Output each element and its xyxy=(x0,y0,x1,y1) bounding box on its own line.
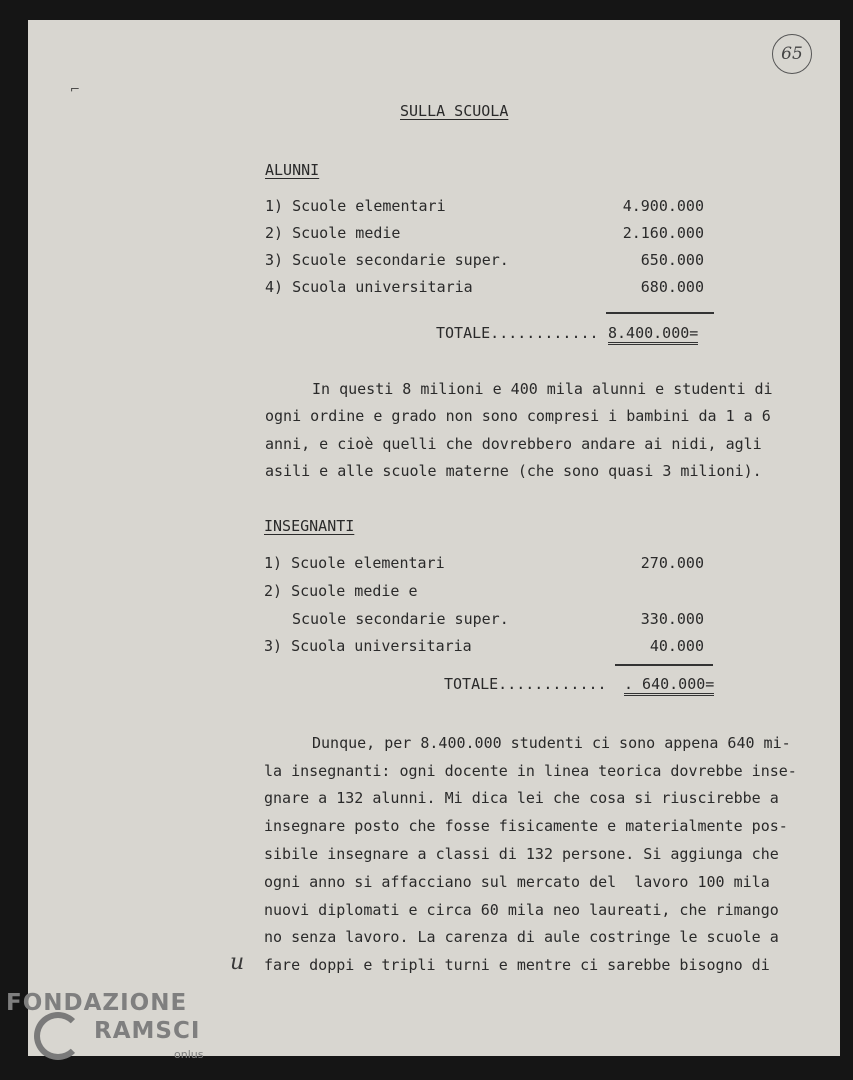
paragraph-line: la insegnanti: ogni docente in linea teorica dovrebbe inse- xyxy=(264,762,797,780)
alunni-total-label: TOTALE............ xyxy=(436,324,599,342)
insegnanti-row-label: Scuole secondarie super. xyxy=(292,610,509,628)
watermark-line2: RAMSCI xyxy=(94,1018,201,1044)
paragraph-line: nuovi diplomati e circa 60 mila neo laureati, che rimango xyxy=(264,901,779,919)
alunni-row-value: 650.000 xyxy=(640,251,704,269)
watermark-line3: onlus xyxy=(174,1048,204,1061)
insegnanti-heading: INSEGNANTI xyxy=(264,517,355,535)
insegnanti-row-label: 3) Scuola universitaria xyxy=(264,637,472,655)
insegnanti-row-value: 330.000 xyxy=(640,610,704,628)
alunni-row-label: 4) Scuola universitaria xyxy=(265,278,473,296)
paragraph-line: ogni ordine e grado non sono compresi i bambini da 1 a 6 xyxy=(265,407,771,425)
pencil-mark: ⌐ xyxy=(70,82,81,96)
insegnanti-row-value: 40.000 xyxy=(649,637,704,655)
insegnanti-row-label: 1) Scuole elementari xyxy=(264,554,445,572)
page-number: 65 xyxy=(772,34,812,74)
insegnanti-total-value: . 640.000= xyxy=(624,675,714,696)
alunni-row-label: 2) Scuole medie xyxy=(265,224,401,242)
paragraph-line: gnare a 132 alunni. Mi dica lei che cosa si riuscirebbe a xyxy=(264,789,779,807)
paragraph-line: fare doppi e tripli turni e mentre ci sarebbe bisogno di xyxy=(264,956,770,974)
document-title: SULLA SCUOLA xyxy=(400,102,509,120)
paragraph-line: ogni anno si affacciano sul mercato del lavoro 100 mila xyxy=(264,873,770,891)
insegnanti-row-label: 2) Scuole medie e xyxy=(264,582,418,600)
margin-handwritten-mark: u xyxy=(230,950,245,975)
alunni-row-value: 680.000 xyxy=(640,278,704,296)
alunni-row-value: 2.160.000 xyxy=(622,224,704,242)
insegnanti-total-label: TOTALE............ xyxy=(444,675,607,693)
paragraph-line: insegnare posto che fosse fisicamente e materialmente pos- xyxy=(264,817,788,835)
paragraph-line: anni, e cioè quelli che dovrebbero andare ai nidi, agli xyxy=(265,435,762,453)
sum-rule xyxy=(606,312,714,314)
paragraph-line: asili e alle scuole materne (che sono quasi 3 milioni). xyxy=(265,462,762,480)
watermark-line1: FONDAZIONE xyxy=(6,990,188,1016)
alunni-row-label: 3) Scuole secondarie super. xyxy=(265,251,509,269)
paragraph-line: Dunque, per 8.400.000 studenti ci sono appena 640 mi- xyxy=(312,734,791,752)
alunni-row-value: 4.900.000 xyxy=(622,197,704,215)
paragraph-line: no senza lavoro. La carenza di aule costringe le scuole a xyxy=(264,928,779,946)
watermark-logo xyxy=(34,1012,82,1060)
insegnanti-row-value: 270.000 xyxy=(640,554,704,572)
paragraph-line: sibile insegnare a classi di 132 persone. Si aggiunga che xyxy=(264,845,779,863)
sum-rule xyxy=(615,664,713,666)
alunni-heading: ALUNNI xyxy=(265,161,320,179)
alunni-total-value: 8.400.000= xyxy=(608,324,698,345)
alunni-row-label: 1) Scuole elementari xyxy=(265,197,446,215)
paragraph-line: In questi 8 milioni e 400 mila alunni e studenti di xyxy=(312,380,773,398)
